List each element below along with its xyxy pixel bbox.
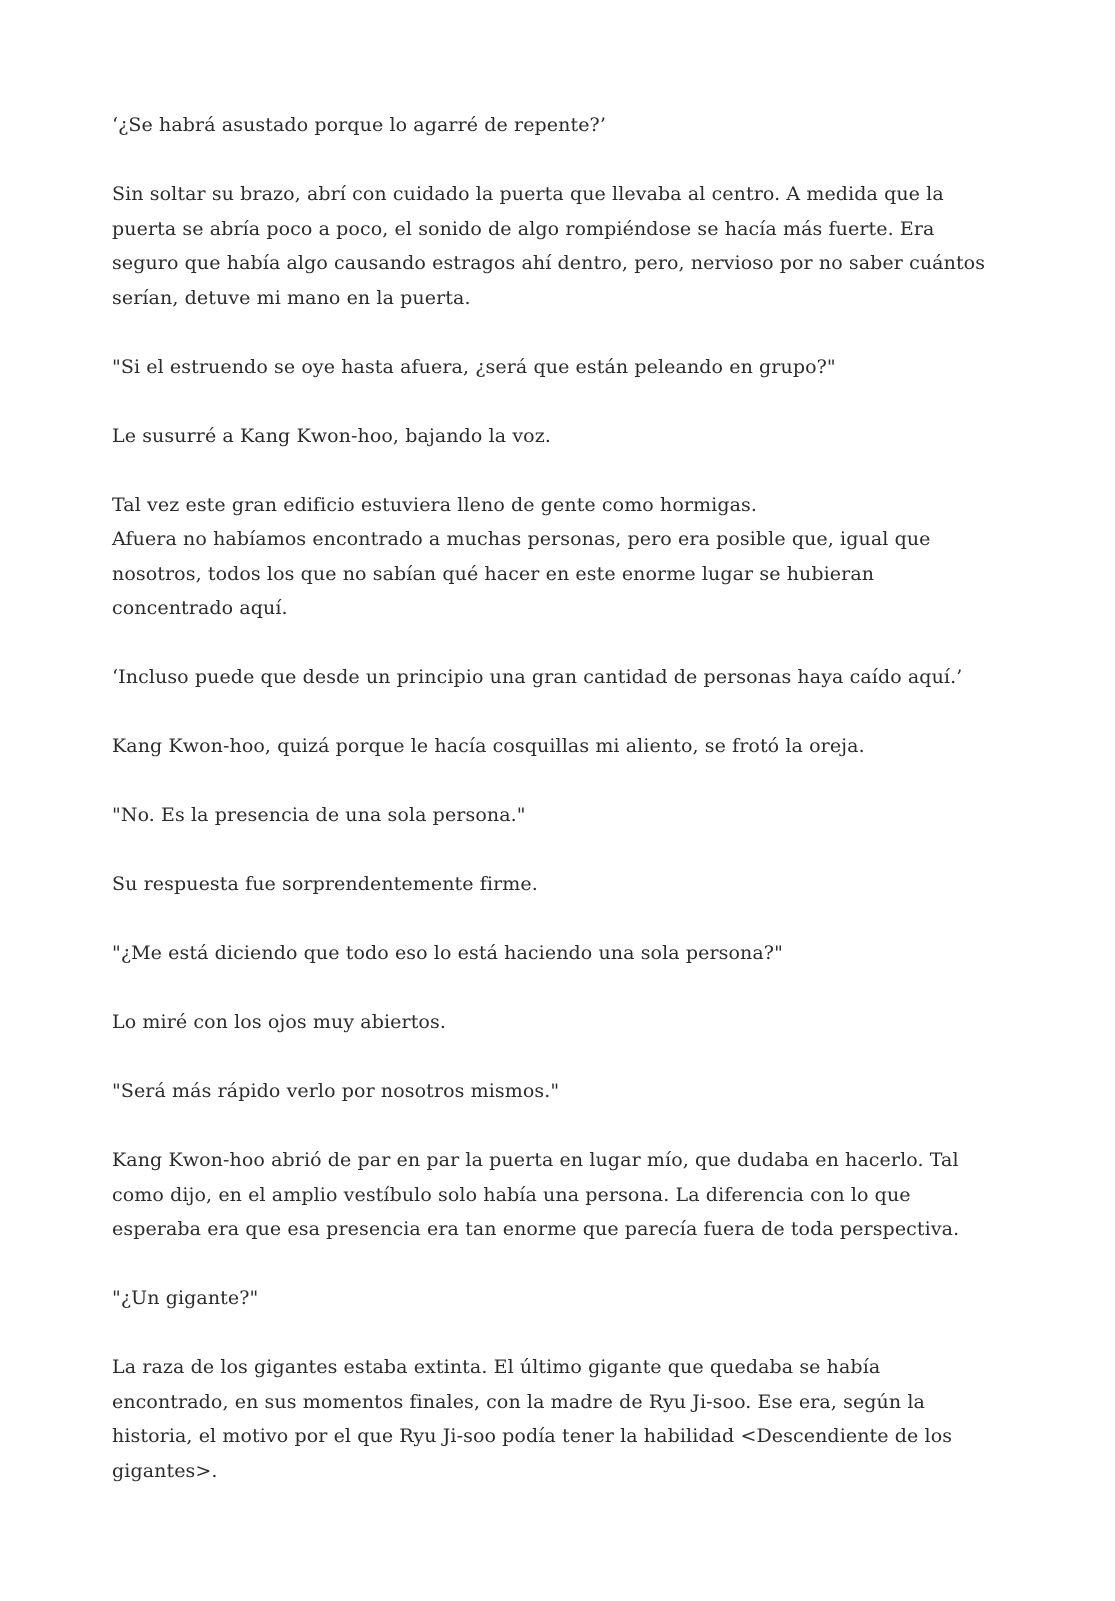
- text-line: encontrado, en sus momentos finales, con la madre de Ryu Ji-soo. Ese era, según la: [112, 1390, 925, 1413]
- text-line: puerta se abría poco a poco, el sonido de algo rompiéndose se hacía más fuerte. Era: [112, 217, 935, 240]
- paragraph: [112, 488, 1015, 626]
- paragraph: [112, 108, 1015, 143]
- text-line: ‘¿Se habrá asustado porque lo agarré de repente?’: [112, 114, 606, 136]
- text-line: serían, detuve mi mano en la puerta.: [112, 286, 471, 309]
- text-line: Kang Kwon-hoo, quizá porque le hacía cosquillas mi aliento, se frotó la oreja.: [112, 735, 865, 757]
- text-line: esperaba era que esa presencia era tan enorme que parecía fuera de toda perspectiva.: [112, 1218, 960, 1240]
- text-line: nosotros, todos los que no sabían qué hacer en este enorme lugar se hubieran: [112, 562, 875, 585]
- text-line: Sin soltar su brazo, abrí con cuidado la puerta que llevaba al centro. A medida que la: [112, 183, 944, 205]
- paragraph: [112, 1143, 1015, 1247]
- text-line: gigantes>.: [112, 1459, 218, 1482]
- text-line: historia, el motivo por el que Ryu Ji-soo podía tener la habilidad <Descendiente de los: [112, 1425, 953, 1447]
- text-line: "Será más rápido verlo por nosotros mismos.": [112, 1080, 560, 1102]
- text-line: "¿Un gigante?": [112, 1287, 259, 1309]
- paragraph: [112, 1281, 1015, 1316]
- text-line: Kang Kwon-hoo abrió de par en par la puerta en lugar mío, que dudaba en hacerlo. Tal: [112, 1149, 959, 1171]
- paragraph: [112, 1005, 1015, 1040]
- paragraph: [112, 419, 1015, 454]
- text-line: Su respuesta fue sorprendentemente firme.: [112, 873, 538, 895]
- text-line: "Si el estruendo se oye hasta afuera, ¿será que están peleando en grupo?": [112, 355, 836, 378]
- text-line: Tal vez este gran edificio estuviera lleno de gente como hormigas.: [112, 493, 758, 516]
- paragraph: [112, 798, 1015, 833]
- paragraph: [112, 729, 1015, 764]
- paragraph: [112, 660, 1015, 695]
- text-line: como dijo, en el amplio vestíbulo solo había una persona. La diferencia con lo que: [112, 1183, 911, 1206]
- text-line: Lo miré con los ojos muy abiertos.: [112, 1011, 446, 1033]
- text-line: Le susurré a Kang Kwon-hoo, bajando la voz.: [112, 424, 551, 447]
- paragraph: [112, 936, 1015, 971]
- paragraph: [112, 1074, 1015, 1109]
- text-line: "¿Me está diciendo que todo eso lo está haciendo una sola persona?": [112, 942, 783, 964]
- text-line: Afuera no habíamos encontrado a muchas personas, pero era posible que, igual que: [112, 528, 931, 550]
- text-line: ‘Incluso puede que desde un principio una gran cantidad de personas haya caído aquí.’: [112, 666, 963, 688]
- paragraph: [112, 350, 1015, 385]
- text-line: "No. Es la presencia de una sola persona.": [112, 804, 526, 826]
- text-line: concentrado aquí.: [112, 597, 288, 619]
- text-line: seguro que había algo causando estragos ahí dentro, pero, nervioso por no saber cuántos: [112, 252, 986, 274]
- text-line: La raza de los gigantes estaba extinta. El último gigante que quedaba se había: [112, 1356, 881, 1378]
- paragraph: [112, 867, 1015, 902]
- paragraph: [112, 1350, 1015, 1488]
- paragraph: [112, 177, 1015, 315]
